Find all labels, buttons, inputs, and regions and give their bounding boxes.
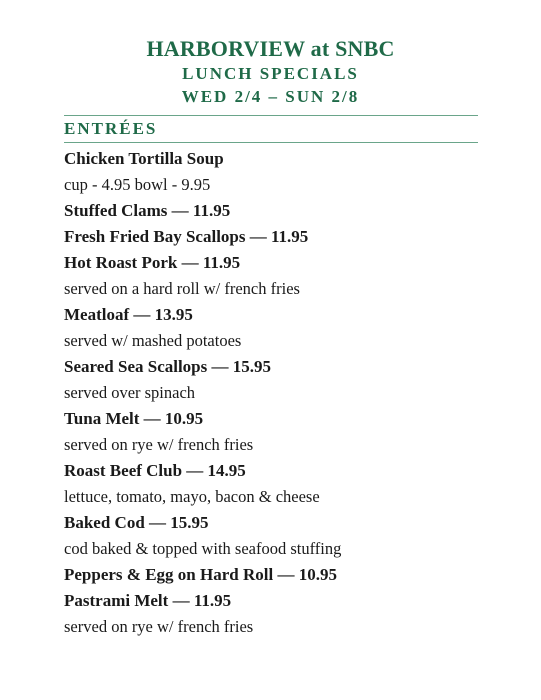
- menu-dates: WED 2/4 – SUN 2/8: [181, 87, 360, 106]
- menu-items-list: [64, 146, 504, 640]
- menu-item-description: served over spinach: [64, 383, 196, 402]
- menu-item-name: Roast Beef Club — 14.95: [64, 461, 246, 480]
- menu-item-name: Peppers & Egg on Hard Roll — 10.95: [64, 565, 337, 584]
- menu-item-description: served on rye w/ french fries: [64, 617, 254, 636]
- menu-item-name: Meatloaf — 13.95: [64, 305, 193, 324]
- menu-item-description: cup - 4.95 bowl - 9.95: [64, 175, 211, 194]
- restaurant-name: HARBORVIEW at SNBC: [146, 36, 395, 61]
- menu-item-description: served on a hard roll w/ french fries: [64, 279, 300, 298]
- section-title: ENTRÉES: [64, 119, 158, 138]
- menu-item-description: lettuce, tomato, mayo, bacon & cheese: [64, 487, 320, 506]
- menu-item-name: Chicken Tortilla Soup: [64, 149, 224, 168]
- menu-subtitle: LUNCH SPECIALS: [182, 64, 359, 83]
- menu-item-name: Pastrami Melt — 11.95: [64, 591, 232, 610]
- section-rule-bottom: [64, 142, 478, 143]
- menu-item-name: Tuna Melt — 10.95: [64, 409, 204, 428]
- menu-item-name: Seared Sea Scallops — 15.95: [64, 357, 272, 376]
- menu-item-name: Fresh Fried Bay Scallops — 11.95: [64, 227, 309, 246]
- menu-item-description: served on rye w/ french fries: [64, 435, 254, 454]
- section-rule-top: [64, 115, 478, 116]
- menu-header: [0, 36, 541, 108]
- menu-item-description: cod baked & topped with seafood stuffing: [64, 539, 342, 558]
- menu-item-name: Hot Roast Pork — 11.95: [64, 253, 241, 272]
- menu-item-name: Stuffed Clams — 11.95: [64, 201, 231, 220]
- menu-item-description: served w/ mashed potatoes: [64, 331, 242, 350]
- menu-item-name: Baked Cod — 15.95: [64, 513, 209, 532]
